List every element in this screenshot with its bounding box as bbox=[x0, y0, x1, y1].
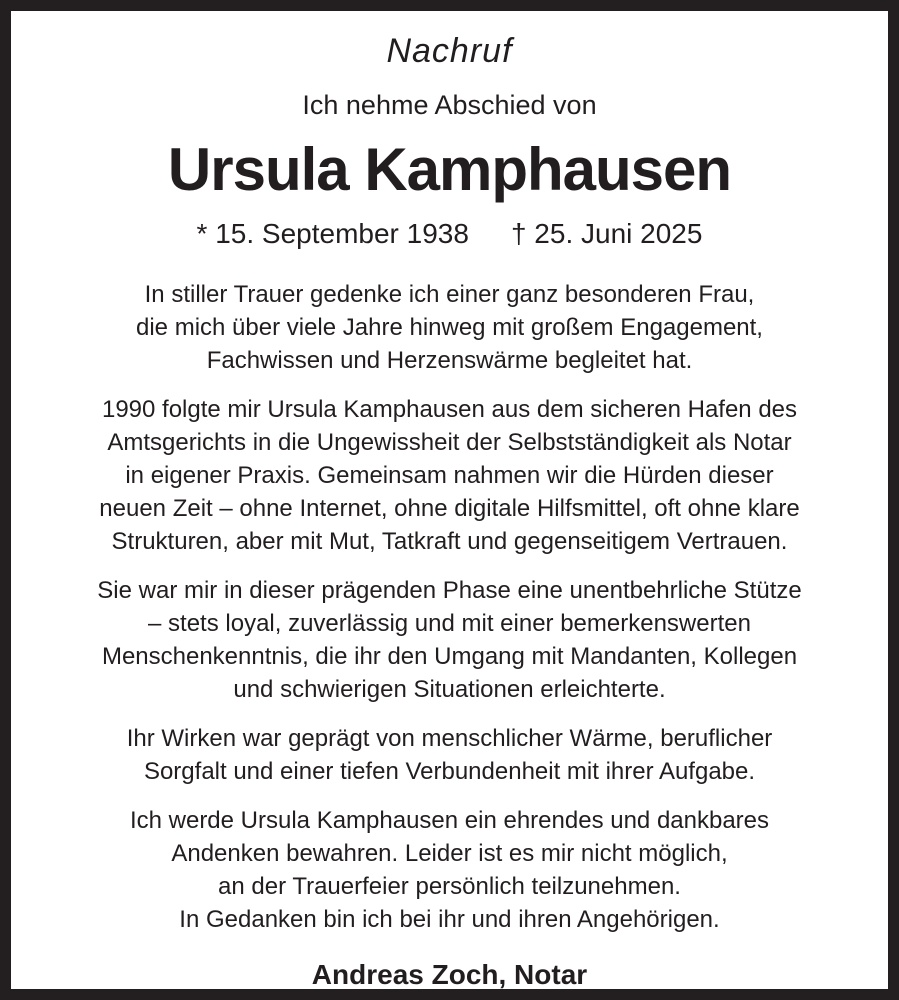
text-line: Strukturen, aber mit Mut, Tatkraft und gegenseitigem Vertrauen. bbox=[111, 528, 788, 555]
text-line: Ihr Wirken war geprägt von menschlicher Wärme, beruflicher bbox=[126, 725, 773, 752]
deceased-name: Ursula Kamphausen bbox=[167, 136, 732, 203]
text-line: In Gedanken bin ich bei ihr und ihren Angehörigen. bbox=[179, 906, 720, 933]
paragraph bbox=[11, 393, 888, 558]
text-line: Fachwissen und Herzenswärme begleitet hat. bbox=[206, 347, 693, 374]
text-line: die mich über viele Jahre hinweg mit großem Engagement, bbox=[136, 314, 763, 341]
text-line: Andenken bewahren. Leider ist es mir nicht möglich, bbox=[171, 840, 728, 867]
paragraph bbox=[11, 804, 888, 936]
paragraph bbox=[11, 278, 888, 377]
text-line: Ich werde Ursula Kamphausen ein ehrendes und dankbares bbox=[129, 807, 770, 834]
text-line: Menschenkenntnis, die ihr den Umgang mit Mandanten, Kollegen bbox=[101, 643, 798, 670]
text-line: 1990 folgte mir Ursula Kamphausen aus dem sicheren Hafen des bbox=[101, 396, 798, 423]
text-line: in eigener Praxis. Gemeinsam nahmen wir die Hürden dieser bbox=[125, 462, 774, 489]
birth-date: * 15. September 1938 bbox=[196, 218, 469, 249]
text-line: neuen Zeit – ohne Internet, ohne digitale Hilfsmittel, oft ohne klare bbox=[99, 495, 800, 522]
text-line: In stiller Trauer gedenke ich einer ganz besonderen Frau, bbox=[144, 281, 755, 308]
text-line: und schwierigen Situationen erleichterte. bbox=[233, 676, 666, 703]
text-line: an der Trauerfeier persönlich teilzunehmen. bbox=[218, 873, 681, 900]
signature-name: Andreas Zoch, Notar bbox=[311, 959, 588, 990]
paragraph bbox=[11, 722, 888, 788]
text-line: Sorgfalt und einer tiefen Verbundenheit mit ihrer Aufgabe. bbox=[143, 758, 756, 785]
text-line: Amtsgerichts in die Ungewissheit der Selbstständigkeit als Notar bbox=[107, 429, 792, 456]
death-date: † 25. Juni 2025 bbox=[510, 218, 703, 249]
memorial-text bbox=[11, 278, 888, 936]
text-line: Sie war mir in dieser prägenden Phase eine unentbehrliche Stütze bbox=[97, 577, 802, 604]
life-dates bbox=[11, 216, 888, 252]
paragraph bbox=[11, 574, 888, 706]
notice-title: Nachruf bbox=[386, 32, 513, 70]
text-line: – stets loyal, zuverlässig und mit einer bemerkenswerten bbox=[148, 610, 751, 637]
farewell-intro-line: Ich nehme Abschied von bbox=[302, 90, 597, 120]
